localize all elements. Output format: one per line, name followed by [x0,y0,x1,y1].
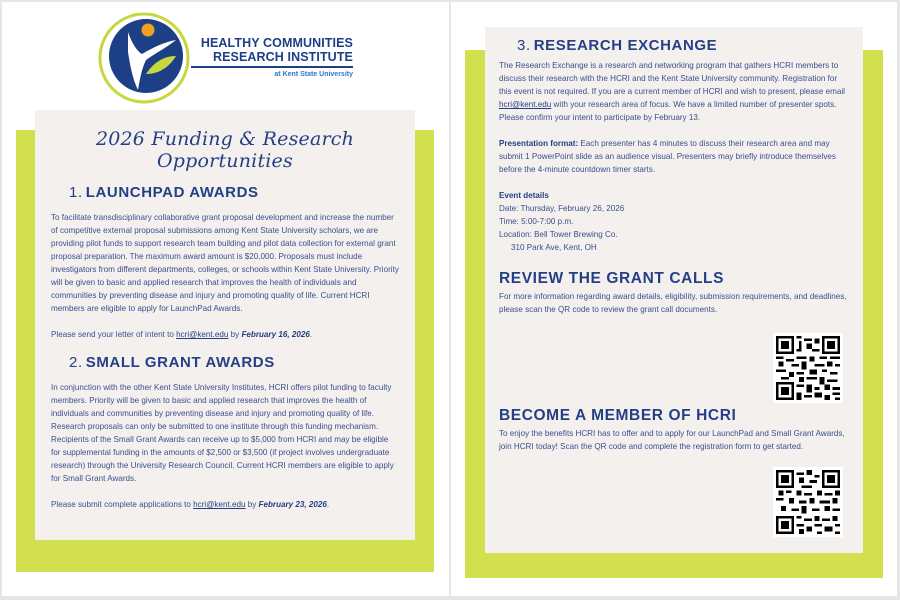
section-heading-become-member: BECOME A MEMBER OF HCRI [499,407,737,424]
deadline: February 16, 2026 [241,330,310,339]
hcri-logo [98,12,358,104]
event-details-label: Event details [499,191,549,200]
research-exchange-description: The Research Exchange is a research and networking program that gathers HCRI members to discuss their research with the HCRI and the Kent State University community. Registration for this event is not required. If you are a current member of HCRI and wish to present, please email hcri@kent.edu with your research area of focus. We have a limited number of presenter spots. Please confirm your intent to participate by February 13. [499,61,845,122]
content-card [35,110,415,540]
qr-code-grant-calls-icon[interactable] [773,333,843,403]
presentation-format: Presentation format: Each presenter has 4 minutes to discuss their research area and may submit 1 PowerPoint slide as an audience visual. Presenters may briefly introduce themselves before the 4-minute countdown timer starts. [499,139,836,174]
hcri-figure-leaf-logo-icon [98,12,190,104]
section-heading-launchpad: 1. LAUNCHPAD AWARDS [69,184,259,201]
logo-title-line1: HEALTHY COMMUNITIES [200,36,353,50]
small-grant-description: In conjunction with the other Kent State University Institutes, HCRI offers pilot funding to faculty members. Priority will be given to basic and applied research that improves the health of individuals and communities by preventing disease and injury and promoting quality of life. Research proposals can only be submitted to one institute through this funding mechanism. Recipients of the Small Grant Awards can receive up to $5,000 from HCRI and may be eligible for supplemental funding in the amounts of $2,500 or $3,500 (if project involves undergraduate research) through the University Research Council. Current HCRI members are eligible to apply for Small Grant Awards. [51,383,394,483]
page-1 [2,2,449,596]
launchpad-cta: Please send your letter of intent to hcri@kent.edu by February 16, 2026. [51,330,313,339]
email-link[interactable]: hcri@kent.edu [499,100,552,109]
logo-subtitle: at Kent State University [274,70,353,78]
review-description: For more information regarding award details, eligibility, submission requirements, and deadlines, please scan the QR code to review the grant call documents. [499,292,847,314]
event-date: Date: Thursday, February 26, 2026 [499,204,625,213]
qr-code-registration-icon[interactable] [773,467,843,537]
event-location: Location: Bell Tower Brewing Co. [499,230,618,239]
member-description: To enjoy the benefits HCRI has to offer and to apply for our LaunchPad and Small Grant Awards, join HCRI today! Scan the QR code and complete the registration form to get started. [499,429,845,451]
section-heading-small-grant: 2. SMALL GRANT AWARDS [69,354,275,371]
event-time: Time: 5:00-7:00 p.m. [499,217,574,226]
logo-divider [191,66,353,68]
email-link[interactable]: hcri@kent.edu [176,330,229,339]
small-grant-cta: Please submit complete applications to hcri@kent.edu by February 23, 2026. [51,500,330,509]
event-address: 310 Park Ave, Kent, OH [511,243,597,252]
page-title: 2026 Funding & Research Opportunities [95,128,355,172]
deadline: February 23, 2026 [258,500,327,509]
page-2 [451,2,897,596]
event-details [499,189,849,254]
section-heading-research-exchange: 3. RESEARCH EXCHANGE [517,37,718,54]
content-card [485,27,863,553]
launchpad-description: To facilitate transdisciplinary collaborative grant proposal development and increase the number of competitive external proposal submissions among Kent State University scholars, we are providing pilot funds to support research team building and pilot data collection for external grant proposal preparation. The maximum award amount is $20,000. Proposals must include investigators from different departments, colleges, or schools within Kent State University. Priority will be given to basic and applied research that improves the health of individuals and communities by preventing disease and injury and promoting quality of life. Current HCRI members are eligible to apply for LaunchPad Awards. [51,213,399,313]
email-link[interactable]: hcri@kent.edu [193,500,246,509]
section-heading-review-grant-calls: REVIEW THE GRANT CALLS [499,270,725,287]
logo-title-line2: RESEARCH INSTITUTE [212,50,353,64]
